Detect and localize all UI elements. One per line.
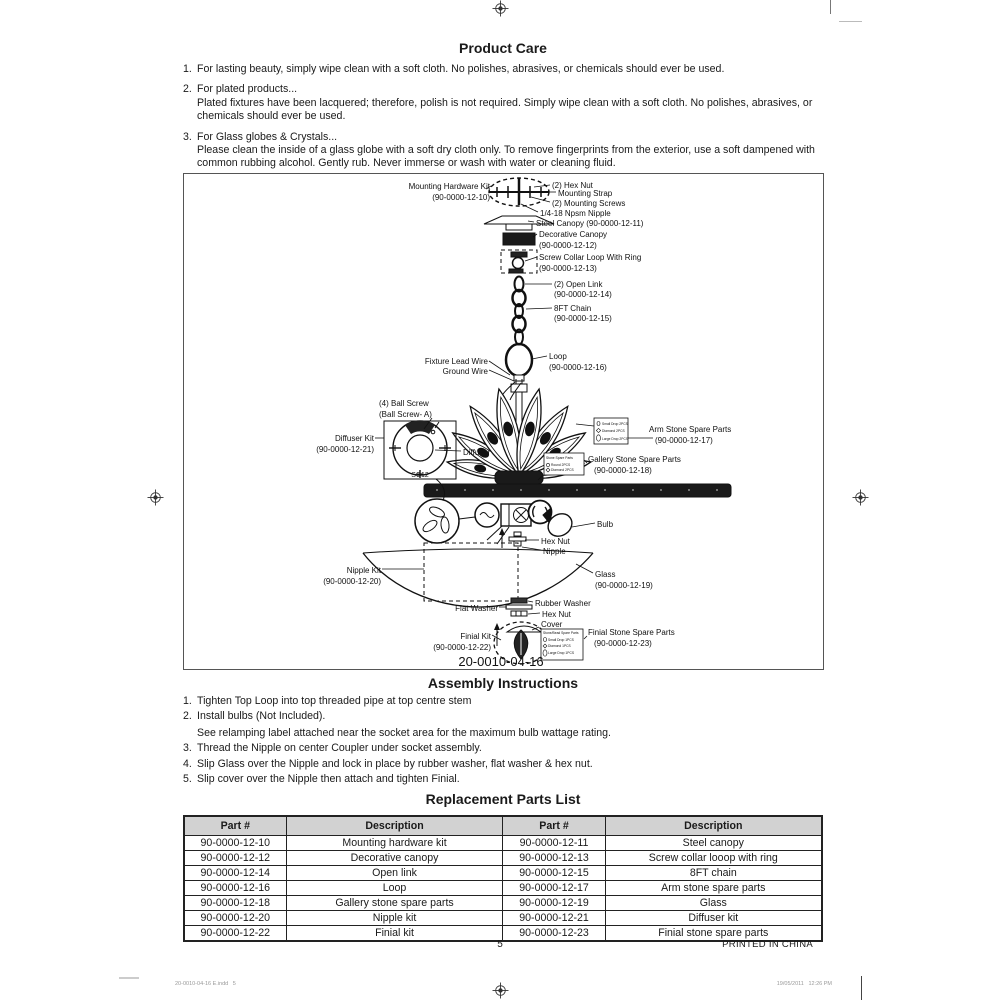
label-open-link: (2) Open Link	[554, 280, 603, 289]
description-cell: Open link	[286, 866, 503, 881]
registration-mark-bottom	[492, 982, 509, 999]
table-row	[184, 851, 822, 866]
item-number: 2.	[183, 83, 192, 96]
crop-mark	[861, 976, 862, 1000]
table-header-row	[184, 816, 822, 836]
part-number-cell: 90-0000-12-10	[184, 836, 286, 851]
label-mounting-strap: Mounting Strap	[558, 189, 613, 198]
label-decorative-canopy: Decorative Canopy	[539, 230, 608, 239]
part-number-cell: 90-0000-12-21	[503, 911, 605, 926]
label-mounting-hardware-kit-part: (90-0000-12-10)	[432, 193, 490, 202]
product-care-item	[183, 83, 823, 123]
arm-box-row: Diamond 2PCS	[602, 429, 625, 433]
chandelier-diagram-svg	[184, 174, 823, 669]
description-cell: Nipple kit	[286, 911, 503, 926]
label-chain: 8FT Chain	[554, 304, 592, 313]
item-text: For plated products...	[197, 83, 298, 96]
part-number-cell: 90-0000-12-17	[503, 881, 605, 896]
part-number-cell: 90-0000-12-20	[184, 911, 286, 926]
label-finial-kit-part: (90-0000-12-22)	[433, 643, 491, 652]
item-subtext: Plated fixtures have been lacquered; therefore, polish is not required. Simply wipe clean with a soft cloth. No polishes, abrasives, or chemicals should ever be used.	[197, 96, 813, 123]
assembly-item	[183, 710, 823, 740]
label-rubber-washer: Rubber Washer	[535, 599, 591, 608]
item-number: 3.	[183, 742, 192, 755]
finial-box-row: Diamond 1PCS	[548, 644, 571, 648]
chain-icon	[513, 277, 526, 345]
description-cell: Steel canopy	[605, 836, 822, 851]
parts-table	[183, 815, 823, 942]
label-diffuser-kit: Diffuser Kit	[335, 434, 374, 443]
item-text: For lasting beauty, simply wipe clean with a soft cloth. No polishes, abrasives, or chemicals should ever be used.	[197, 63, 725, 75]
label-glass: Glass	[595, 570, 616, 579]
part-number-cell: 90-0000-12-16	[184, 881, 286, 896]
registration-mark-right	[852, 489, 869, 506]
label-bulb: Bulb	[597, 520, 614, 529]
nipple-hexnut-icon	[499, 528, 526, 548]
label-nipple-kit: Nipple Kit	[346, 566, 381, 575]
gallery-crown-icon	[495, 471, 543, 484]
part-number-cell: 90-0000-12-19	[503, 896, 605, 911]
table-row	[184, 896, 822, 911]
registration-mark-top	[492, 0, 509, 17]
description-cell: Gallery stone spare parts	[286, 896, 503, 911]
assembly-item	[183, 758, 823, 771]
finial-box-row: Large Drop 1PCS	[548, 651, 575, 655]
print-slug-timestamp: 19/05/2011 12:26 PM	[776, 981, 832, 987]
description-cell: Mounting hardware kit	[286, 836, 503, 851]
label-flat-washer: Flat Washer	[455, 604, 498, 613]
label-steel-canopy: Steel Canopy (90-0000-12-11)	[536, 219, 644, 228]
header-description: Description	[286, 816, 503, 836]
description-cell: Decorative canopy	[286, 851, 503, 866]
label-gallery-stone-part: (90-0000-12-18)	[594, 466, 652, 475]
decorative-canopy-icon	[503, 233, 535, 245]
label-screw-collar-part: (90-0000-12-13)	[539, 264, 597, 273]
table-row	[184, 881, 822, 896]
item-subtext: See relamping label attached near the socket area for the maximum bulb wattage rating.	[197, 726, 611, 739]
part-number-cell: 90-0000-12-12	[184, 851, 286, 866]
page-number: 5	[497, 939, 503, 950]
part-number-cell: 90-0000-12-23	[503, 926, 605, 942]
item-text: Slip Glass over the Nipple and lock in place by rubber washer, flat washer & hex nut.	[197, 757, 593, 770]
label-chain-part: (90-0000-12-15)	[554, 314, 612, 323]
label-hex-nut-mid: Hex Nut	[541, 537, 570, 546]
label-loop: Loop	[549, 352, 567, 361]
label-glass-part: (90-0000-12-19)	[595, 581, 653, 590]
part-number-cell: 90-0000-12-15	[503, 866, 605, 881]
printed-in-china-text: PRINTED IN CHINA	[722, 939, 813, 950]
label-npsm-nipple: 1/4-18 Npsm Nipple	[540, 209, 611, 218]
description-cell: Finial kit	[286, 926, 503, 942]
part-number-cell: 90-0000-12-14	[184, 866, 286, 881]
description-cell: Finial stone spare parts	[605, 926, 822, 942]
part-number-cell: 90-0000-12-11	[503, 836, 605, 851]
arm-box-row: Small Drop 2PCS	[602, 422, 628, 426]
product-care-section	[183, 40, 823, 171]
table-row	[184, 866, 822, 881]
label-fixture-lead-wire: Fixture Lead Wire	[424, 357, 488, 366]
assembly-item	[183, 773, 823, 786]
label-hex-nut-bottom: Hex Nut	[542, 610, 571, 619]
gallery-box-row: Round 2PCS	[551, 463, 571, 467]
crop-mark	[830, 0, 831, 14]
arm-box-row: Large Drop 2PCS	[602, 437, 629, 441]
description-cell: Arm stone spare parts	[605, 881, 822, 896]
parts-list-title: Replacement Parts List	[425, 791, 581, 807]
part-number-cell: 90-0000-12-22	[184, 926, 286, 942]
item-number: 4.	[183, 757, 192, 770]
assembly-item	[183, 742, 823, 755]
gallery-box-row: Diamond 2PCS	[551, 468, 574, 472]
label-finial-stone-part: (90-0000-12-23)	[594, 639, 652, 648]
exploded-diagram	[183, 173, 824, 670]
item-subtext: Please clean the inside of a glass globe with a soft dry cloth only. To remove fingerprints from the exterior, use a soft dampened with common rubbing alcohol. Gently rub. Never immerse or wash with water or cleaning fluid.	[197, 144, 815, 170]
item-number: 2.	[183, 710, 192, 723]
item-number: 1.	[183, 695, 192, 707]
description-cell: Loop	[286, 881, 503, 896]
crop-mark	[839, 21, 862, 22]
description-cell: Screw collar looop with ring	[605, 851, 822, 866]
label-loop-part: (90-0000-12-16)	[549, 363, 607, 372]
label-sc12: SC12	[411, 472, 429, 479]
assembly-section	[183, 675, 823, 786]
description-cell: Glass	[605, 896, 822, 911]
header-description: Description	[605, 816, 822, 836]
description-cell: 8FT chain	[605, 866, 822, 881]
label-cover: Cover	[541, 620, 563, 629]
label-arm-stone: Arm Stone Spare Parts	[649, 425, 732, 434]
label-nipple-kit-part: (90-0000-12-20)	[323, 577, 381, 586]
item-text: Slip cover over the Nipple then attach and tighten Finial.	[197, 773, 460, 786]
label-decorative-canopy-part: (90-0000-12-12)	[539, 241, 597, 250]
item-text: Install bulbs (Not Included).	[197, 710, 326, 723]
crop-mark	[119, 977, 139, 979]
item-number: 1.	[183, 63, 192, 75]
loop-icon	[506, 344, 532, 381]
header-part-number: Part #	[184, 816, 286, 836]
product-care-item	[183, 131, 823, 171]
product-care-item	[183, 63, 823, 76]
label-diffuser: Diffuser	[463, 448, 491, 457]
assembly-title: Assembly Instructions	[427, 675, 579, 691]
registration-mark-left	[147, 489, 164, 506]
part-number-cell: 90-0000-12-13	[503, 851, 605, 866]
table-row	[184, 836, 822, 851]
table-row	[184, 911, 822, 926]
label-hex-nut-top: (2) Hex Nut	[552, 181, 593, 190]
label-finial-kit: Finial Kit	[460, 632, 491, 641]
label-open-link-part: (90-0000-12-14)	[554, 290, 612, 299]
label-finial-stone: Finial Stone Spare Parts	[588, 628, 675, 637]
description-cell: Diffuser kit	[605, 911, 822, 926]
item-number: 5.	[183, 773, 192, 786]
label-screw-collar: Screw Collar Loop With Ring	[539, 253, 642, 262]
assembly-item	[183, 695, 823, 708]
product-care-title: Product Care	[459, 40, 547, 56]
screw-collar-icon	[501, 250, 537, 273]
label-mounting-hardware-kit: Mounting Hardware Kit	[408, 182, 490, 191]
item-number: 3.	[183, 130, 192, 143]
part-number-cell: 90-0000-12-18	[184, 896, 286, 911]
mounting-hardware-icon	[489, 178, 549, 206]
finial-box-header: Stone/Bead Spare Parts	[543, 631, 579, 635]
label-diffuser-kit-part: (90-0000-12-21)	[316, 445, 374, 454]
diagram-figure-id: 20-0010-04-16	[458, 654, 544, 669]
item-text: Tighten Top Loop into top threaded pipe at top centre stem	[197, 695, 472, 707]
label-nipple-mid: Nipple	[543, 547, 566, 556]
nipple-kit-dashed-box	[424, 543, 518, 601]
label-ball-screw-1: (4) Ball Screw	[379, 399, 429, 408]
item-text: For Glass globes & Crystals...	[197, 130, 338, 143]
header-part-number: Part #	[503, 816, 605, 836]
label-ground-wire: Ground Wire	[442, 367, 488, 376]
gallery-band-icon	[424, 484, 731, 497]
label-gallery-stone: Gallery Stone Spare Parts	[588, 455, 681, 464]
gallery-box-header: Stone Spare Parts	[546, 456, 573, 460]
label-ball-screw-2: (Ball Screw- A)	[379, 410, 432, 419]
item-text: Thread the Nipple on center Coupler under socket assembly.	[197, 742, 482, 755]
print-slug-filename: 20-0010-04-16 E.indd 5	[175, 981, 236, 987]
label-arm-stone-part: (90-0000-12-17)	[655, 436, 713, 445]
label-mounting-screws: (2) Mounting Screws	[552, 199, 626, 208]
finial-box-row: Small Drop 1PCS	[548, 638, 574, 642]
parts-list-section	[183, 791, 823, 942]
